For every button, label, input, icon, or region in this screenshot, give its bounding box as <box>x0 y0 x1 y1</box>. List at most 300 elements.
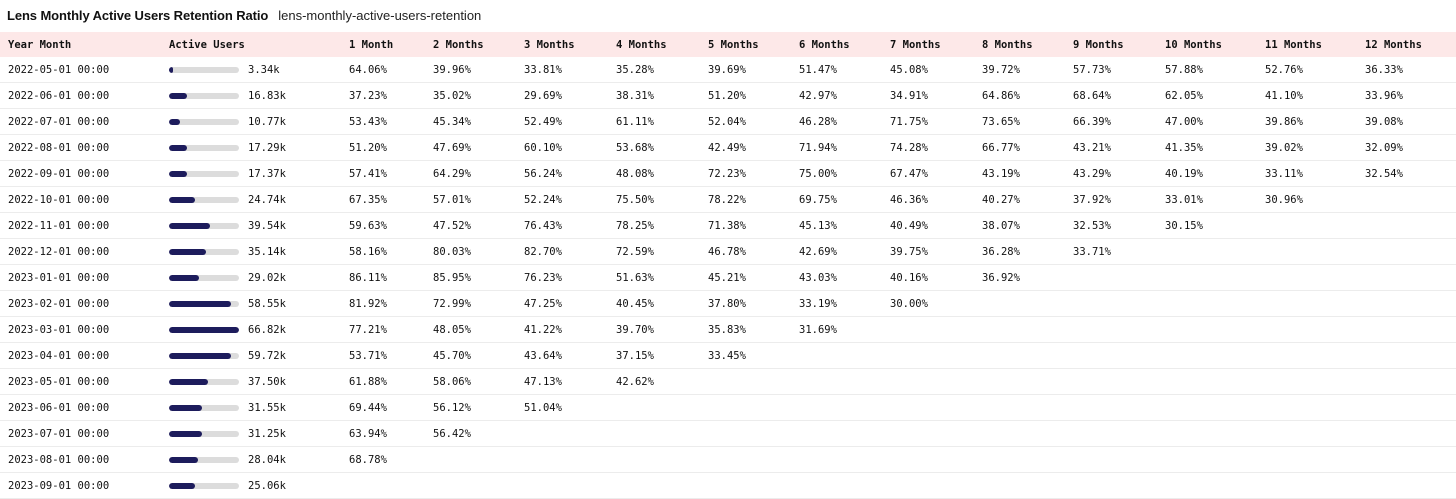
active-users-bar <box>169 197 239 203</box>
retention-cell: 61.88% <box>349 375 387 388</box>
retention-cell <box>1257 317 1357 343</box>
active-users-bar <box>169 93 239 99</box>
retention-cell <box>1357 369 1456 395</box>
retention-cell <box>1065 395 1157 421</box>
active-users-cell <box>161 57 341 83</box>
active-users-cell <box>161 473 341 499</box>
active-users-bar-fill <box>169 119 180 125</box>
table-body <box>0 57 1456 499</box>
retention-cell <box>882 317 974 343</box>
retention-cell <box>1357 343 1456 369</box>
retention-cell <box>1357 447 1456 473</box>
active-users-value: 3.34k <box>248 63 280 76</box>
retention-cell <box>1257 369 1357 395</box>
active-users-value: 28.04k <box>248 453 286 466</box>
year-month-cell: 2022-05-01 00:00 <box>8 63 110 76</box>
column-header[interactable]: 3 Months <box>524 38 575 51</box>
retention-cell: 30.15% <box>1165 219 1203 232</box>
active-users-cell <box>161 83 341 109</box>
year-month-cell: 2022-07-01 00:00 <box>8 115 110 128</box>
active-users-bar-fill <box>169 405 202 411</box>
active-users-bar-fill <box>169 379 208 385</box>
retention-cell <box>791 343 882 369</box>
retention-cell <box>1357 317 1456 343</box>
retention-cell: 52.04% <box>708 115 746 128</box>
retention-cell <box>1157 343 1257 369</box>
active-users-value: 24.74k <box>248 193 286 206</box>
column-header[interactable]: 4 Months <box>616 38 667 51</box>
retention-cell: 33.19% <box>799 297 837 310</box>
active-users-bar <box>169 327 239 333</box>
retention-cell <box>608 421 700 447</box>
retention-cell: 47.69% <box>433 141 471 154</box>
retention-cell <box>700 369 791 395</box>
retention-cell <box>1065 447 1157 473</box>
retention-cell: 41.35% <box>1165 141 1203 154</box>
retention-cell: 76.23% <box>524 271 562 284</box>
retention-cell <box>425 473 516 499</box>
table-row <box>0 291 1456 317</box>
year-month-cell: 2023-02-01 00:00 <box>8 297 110 310</box>
page-title: Lens Monthly Active Users Retention Ratio <box>7 7 269 23</box>
retention-cell <box>974 291 1065 317</box>
active-users-cell <box>161 421 341 447</box>
retention-cell: 66.77% <box>982 141 1020 154</box>
active-users-bar-fill <box>169 457 198 463</box>
retention-cell <box>700 395 791 421</box>
retention-cell: 35.28% <box>616 63 654 76</box>
table-row <box>0 109 1456 135</box>
table-row <box>0 187 1456 213</box>
retention-cell: 71.75% <box>890 115 928 128</box>
retention-cell: 32.54% <box>1365 167 1403 180</box>
year-month-cell: 2023-07-01 00:00 <box>8 427 110 440</box>
retention-cell: 58.16% <box>349 245 387 258</box>
retention-cell: 77.21% <box>349 323 387 336</box>
retention-cell: 48.08% <box>616 167 654 180</box>
active-users-value: 39.54k <box>248 219 286 232</box>
year-month-cell: 2022-10-01 00:00 <box>8 193 110 206</box>
retention-cell <box>882 447 974 473</box>
retention-cell: 35.83% <box>708 323 746 336</box>
retention-cell: 78.22% <box>708 193 746 206</box>
retention-cell <box>1257 239 1357 265</box>
active-users-value: 35.14k <box>248 245 286 258</box>
active-users-cell <box>161 161 341 187</box>
retention-cell: 30.96% <box>1265 193 1303 206</box>
active-users-bar <box>169 457 239 463</box>
retention-cell: 48.05% <box>433 323 471 336</box>
table-row <box>0 161 1456 187</box>
active-users-cell <box>161 213 341 239</box>
retention-cell: 57.88% <box>1165 63 1203 76</box>
retention-cell <box>1257 265 1357 291</box>
retention-cell <box>974 343 1065 369</box>
active-users-value: 59.72k <box>248 349 286 362</box>
table-row <box>0 343 1456 369</box>
active-users-bar <box>169 145 239 151</box>
year-month-cell: 2023-03-01 00:00 <box>8 323 110 336</box>
table-row <box>0 317 1456 343</box>
table-row <box>0 421 1456 447</box>
retention-cell: 43.19% <box>982 167 1020 180</box>
retention-cell <box>974 317 1065 343</box>
retention-cell: 47.52% <box>433 219 471 232</box>
retention-cell: 43.03% <box>799 271 837 284</box>
retention-cell <box>1357 473 1456 499</box>
retention-cell: 33.81% <box>524 63 562 76</box>
year-month-cell: 2023-01-01 00:00 <box>8 271 110 284</box>
retention-cell: 51.63% <box>616 271 654 284</box>
year-month-cell: 2022-08-01 00:00 <box>8 141 110 154</box>
active-users-bar <box>169 249 239 255</box>
year-month-cell: 2022-06-01 00:00 <box>8 89 110 102</box>
retention-cell: 53.71% <box>349 349 387 362</box>
year-month-cell: 2022-09-01 00:00 <box>8 167 110 180</box>
retention-cell: 57.01% <box>433 193 471 206</box>
active-users-cell <box>161 135 341 161</box>
active-users-bar-fill <box>169 301 231 307</box>
retention-cell: 32.09% <box>1365 141 1403 154</box>
retention-cell: 37.92% <box>1073 193 1111 206</box>
retention-cell <box>1257 291 1357 317</box>
retention-cell: 38.31% <box>616 89 654 102</box>
retention-cell: 75.50% <box>616 193 654 206</box>
retention-cell: 68.64% <box>1073 89 1111 102</box>
year-month-cell: 2022-11-01 00:00 <box>8 219 110 232</box>
table-row <box>0 57 1456 83</box>
retention-cell: 51.20% <box>708 89 746 102</box>
page-header <box>0 0 1456 30</box>
retention-cell <box>700 421 791 447</box>
column-header[interactable]: 7 Months <box>890 38 941 51</box>
year-month-cell: 2023-06-01 00:00 <box>8 401 110 414</box>
retention-cell: 39.75% <box>890 245 928 258</box>
retention-cell: 64.06% <box>349 63 387 76</box>
active-users-value: 10.77k <box>248 115 286 128</box>
active-users-bar-fill <box>169 197 195 203</box>
retention-cell: 57.41% <box>349 167 387 180</box>
column-header[interactable]: 10 Months <box>1165 38 1222 51</box>
retention-cell <box>974 395 1065 421</box>
column-header[interactable]: 2 Months <box>433 38 484 51</box>
retention-cell <box>1357 395 1456 421</box>
column-header[interactable]: 8 Months <box>982 38 1033 51</box>
column-header[interactable]: 9 Months <box>1073 38 1124 51</box>
retention-cell: 35.02% <box>433 89 471 102</box>
column-header[interactable]: 6 Months <box>799 38 850 51</box>
retention-cell: 33.96% <box>1365 89 1403 102</box>
retention-cell: 45.70% <box>433 349 471 362</box>
retention-cell <box>1357 213 1456 239</box>
column-header[interactable]: 5 Months <box>708 38 759 51</box>
retention-cell <box>791 447 882 473</box>
retention-cell: 41.22% <box>524 323 562 336</box>
retention-cell: 73.65% <box>982 115 1020 128</box>
retention-cell: 53.68% <box>616 141 654 154</box>
retention-cell: 36.28% <box>982 245 1020 258</box>
retention-cell <box>1157 421 1257 447</box>
retention-cell <box>1065 265 1157 291</box>
retention-cell: 56.42% <box>433 427 471 440</box>
retention-cell: 69.75% <box>799 193 837 206</box>
retention-cell <box>1357 239 1456 265</box>
retention-cell <box>1157 265 1257 291</box>
retention-cell: 33.01% <box>1165 193 1203 206</box>
retention-cell: 58.06% <box>433 375 471 388</box>
active-users-bar <box>169 301 239 307</box>
retention-cell: 39.86% <box>1265 115 1303 128</box>
active-users-value: 29.02k <box>248 271 286 284</box>
retention-cell <box>608 473 700 499</box>
retention-cell: 46.78% <box>708 245 746 258</box>
retention-cell <box>974 369 1065 395</box>
retention-cell <box>791 369 882 395</box>
table-row <box>0 213 1456 239</box>
column-header[interactable]: Year Month <box>8 38 72 51</box>
retention-cell: 42.97% <box>799 89 837 102</box>
page-subtitle: lens-monthly-active-users-retention <box>278 7 482 23</box>
retention-cell <box>1065 369 1157 395</box>
year-month-cell: 2023-04-01 00:00 <box>8 349 110 362</box>
table-row <box>0 395 1456 421</box>
retention-cell: 45.08% <box>890 63 928 76</box>
retention-cell <box>791 421 882 447</box>
retention-cell: 72.99% <box>433 297 471 310</box>
active-users-bar <box>169 405 239 411</box>
retention-cell: 53.43% <box>349 115 387 128</box>
retention-cell <box>516 473 608 499</box>
retention-cell <box>608 395 700 421</box>
retention-cell <box>882 473 974 499</box>
active-users-bar-fill <box>169 223 210 229</box>
table-row <box>0 265 1456 291</box>
retention-cell <box>1357 265 1456 291</box>
active-users-bar <box>169 275 239 281</box>
retention-cell: 56.24% <box>524 167 562 180</box>
retention-cell <box>1157 369 1257 395</box>
table-row <box>0 447 1456 473</box>
retention-cell: 64.86% <box>982 89 1020 102</box>
table-row <box>0 135 1456 161</box>
retention-cell: 38.07% <box>982 219 1020 232</box>
active-users-bar <box>169 67 239 73</box>
retention-cell: 46.28% <box>799 115 837 128</box>
retention-cell: 47.25% <box>524 297 562 310</box>
active-users-bar-fill <box>169 353 231 359</box>
retention-cell: 76.43% <box>524 219 562 232</box>
retention-cell: 67.35% <box>349 193 387 206</box>
retention-cell: 47.13% <box>524 375 562 388</box>
retention-cell: 56.12% <box>433 401 471 414</box>
retention-cell: 42.49% <box>708 141 746 154</box>
retention-cell <box>791 395 882 421</box>
retention-cell <box>1065 421 1157 447</box>
retention-cell: 63.94% <box>349 427 387 440</box>
retention-cell <box>1065 317 1157 343</box>
active-users-bar <box>169 223 239 229</box>
retention-cell <box>1065 291 1157 317</box>
retention-cell: 86.11% <box>349 271 387 284</box>
active-users-value: 31.25k <box>248 427 286 440</box>
active-users-value: 25.06k <box>248 479 286 492</box>
retention-cell <box>425 447 516 473</box>
retention-cell: 40.16% <box>890 271 928 284</box>
retention-cell <box>1157 473 1257 499</box>
active-users-bar-fill <box>169 249 206 255</box>
active-users-bar <box>169 119 239 125</box>
active-users-value: 31.55k <box>248 401 286 414</box>
retention-cell: 42.69% <box>799 245 837 258</box>
active-users-value: 16.83k <box>248 89 286 102</box>
retention-cell: 67.47% <box>890 167 928 180</box>
retention-cell: 41.10% <box>1265 89 1303 102</box>
active-users-value: 37.50k <box>248 375 286 388</box>
retention-cell: 37.23% <box>349 89 387 102</box>
retention-cell <box>1157 239 1257 265</box>
table-row <box>0 473 1456 499</box>
retention-cell: 51.20% <box>349 141 387 154</box>
active-users-bar <box>169 379 239 385</box>
retention-cell <box>791 473 882 499</box>
active-users-cell <box>161 187 341 213</box>
retention-cell <box>974 473 1065 499</box>
active-users-cell <box>161 317 341 343</box>
retention-cell: 32.53% <box>1073 219 1111 232</box>
column-header[interactable]: 1 Month <box>349 38 394 51</box>
retention-cell <box>700 447 791 473</box>
year-month-cell: 2022-12-01 00:00 <box>8 245 110 258</box>
table-row <box>0 369 1456 395</box>
active-users-value: 17.37k <box>248 167 286 180</box>
retention-cell <box>1257 447 1357 473</box>
retention-cell: 39.72% <box>982 63 1020 76</box>
retention-cell: 43.29% <box>1073 167 1111 180</box>
retention-cell: 36.33% <box>1365 63 1403 76</box>
retention-cell: 33.11% <box>1265 167 1303 180</box>
retention-cell: 78.25% <box>616 219 654 232</box>
retention-cell <box>1257 473 1357 499</box>
retention-cell: 75.00% <box>799 167 837 180</box>
table-row <box>0 83 1456 109</box>
year-month-cell: 2023-09-01 00:00 <box>8 479 110 492</box>
retention-cell <box>341 473 425 499</box>
retention-cell: 74.28% <box>890 141 928 154</box>
column-header[interactable]: 12 Months <box>1365 38 1422 51</box>
active-users-bar-fill <box>169 327 239 333</box>
retention-cell <box>1257 421 1357 447</box>
retention-cell: 62.05% <box>1165 89 1203 102</box>
retention-cell <box>608 447 700 473</box>
retention-cell: 39.08% <box>1365 115 1403 128</box>
retention-cell <box>1257 395 1357 421</box>
retention-cell <box>516 447 608 473</box>
retention-cell: 85.95% <box>433 271 471 284</box>
retention-cell: 72.59% <box>616 245 654 258</box>
retention-cell: 61.11% <box>616 115 654 128</box>
retention-cell <box>1357 187 1456 213</box>
retention-cell: 45.21% <box>708 271 746 284</box>
active-users-cell <box>161 239 341 265</box>
retention-cell <box>1065 473 1157 499</box>
active-users-cell <box>161 109 341 135</box>
retention-cell <box>700 473 791 499</box>
retention-cell: 36.92% <box>982 271 1020 284</box>
retention-cell: 81.92% <box>349 297 387 310</box>
retention-cell: 37.80% <box>708 297 746 310</box>
retention-cell: 29.69% <box>524 89 562 102</box>
retention-cell: 46.36% <box>890 193 928 206</box>
retention-cell: 71.94% <box>799 141 837 154</box>
active-users-cell <box>161 369 341 395</box>
retention-cell <box>1157 291 1257 317</box>
active-users-bar <box>169 431 239 437</box>
retention-cell <box>882 343 974 369</box>
retention-cell: 40.27% <box>982 193 1020 206</box>
active-users-bar-fill <box>169 171 187 177</box>
active-users-cell <box>161 291 341 317</box>
year-month-cell: 2023-08-01 00:00 <box>8 453 110 466</box>
table-row <box>0 239 1456 265</box>
active-users-cell <box>161 447 341 473</box>
retention-cell <box>516 421 608 447</box>
retention-cell: 52.76% <box>1265 63 1303 76</box>
active-users-bar-fill <box>169 431 202 437</box>
column-header[interactable]: Active Users <box>169 38 245 51</box>
active-users-bar-fill <box>169 145 187 151</box>
retention-cell: 39.69% <box>708 63 746 76</box>
retention-cell: 51.04% <box>524 401 562 414</box>
table-header-row <box>0 32 1456 57</box>
retention-cell <box>882 421 974 447</box>
retention-cell: 45.34% <box>433 115 471 128</box>
active-users-value: 66.82k <box>248 323 286 336</box>
retention-cell: 31.69% <box>799 323 837 336</box>
retention-cell <box>882 369 974 395</box>
retention-cell <box>1257 343 1357 369</box>
retention-cell: 30.00% <box>890 297 928 310</box>
retention-cell: 39.96% <box>433 63 471 76</box>
active-users-value: 58.55k <box>248 297 286 310</box>
active-users-value: 17.29k <box>248 141 286 154</box>
retention-cell <box>882 395 974 421</box>
retention-cell <box>1157 395 1257 421</box>
retention-cell: 45.13% <box>799 219 837 232</box>
active-users-bar-fill <box>169 275 199 281</box>
retention-cell: 59.63% <box>349 219 387 232</box>
retention-cell: 43.64% <box>524 349 562 362</box>
retention-cell <box>1257 213 1357 239</box>
retention-cell: 57.73% <box>1073 63 1111 76</box>
column-header[interactable]: 11 Months <box>1265 38 1322 51</box>
retention-cell <box>1357 291 1456 317</box>
retention-cell: 72.23% <box>708 167 746 180</box>
retention-cell <box>1157 447 1257 473</box>
retention-cell: 82.70% <box>524 245 562 258</box>
retention-cell: 51.47% <box>799 63 837 76</box>
retention-cell: 47.00% <box>1165 115 1203 128</box>
retention-cell: 33.71% <box>1073 245 1111 258</box>
retention-cell: 66.39% <box>1073 115 1111 128</box>
retention-cell: 52.24% <box>524 193 562 206</box>
active-users-bar-fill <box>169 93 187 99</box>
active-users-bar <box>169 353 239 359</box>
retention-cell: 34.91% <box>890 89 928 102</box>
retention-cell <box>974 447 1065 473</box>
retention-cell <box>1065 343 1157 369</box>
retention-cell: 69.44% <box>349 401 387 414</box>
active-users-cell <box>161 265 341 291</box>
